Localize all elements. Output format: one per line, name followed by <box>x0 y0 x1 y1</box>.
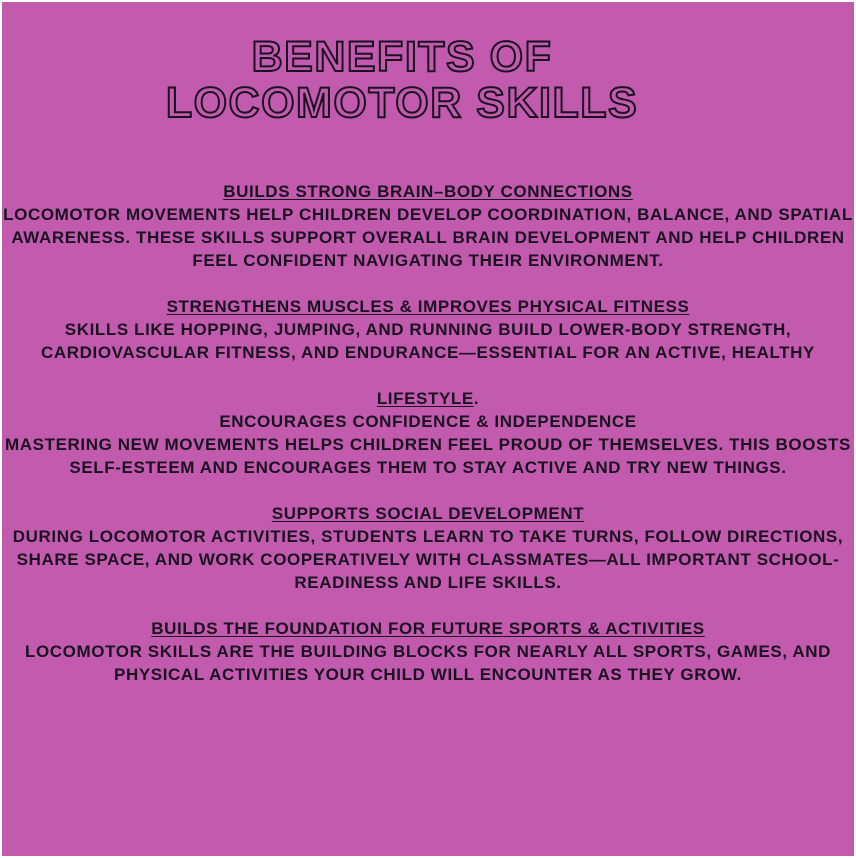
section-body: MASTERING NEW MOVEMENTS HELPS CHILDREN FEEL PROUD OF THEMSELVES. THIS BOOSTS SELF-ESTEEM AND ENCOURAGES THEM TO STAY ACTIVE AND TRY NEW THINGS. <box>5 435 851 477</box>
section-muscles-fitness <box>2 295 854 364</box>
benefits-content <box>2 180 854 709</box>
lifestyle-line <box>377 389 479 408</box>
title-line-2: LOCOMOTOR SKILLS <box>165 79 639 127</box>
title-line-1: BENEFITS OF <box>251 33 553 81</box>
section-heading: BUILDS THE FOUNDATION FOR FUTURE SPORTS & ACTIVITIES <box>151 619 705 638</box>
section-heading: LIFESTYLE <box>376 389 474 408</box>
page-title <box>2 34 802 126</box>
heading-suffix: . <box>473 389 480 408</box>
section-heading: BUILDS STRONG BRAIN–BODY CONNECTIONS <box>223 182 633 201</box>
section-heading: SUPPORTS SOCIAL DEVELOPMENT <box>271 504 585 523</box>
section-body: DURING LOCOMOTOR ACTIVITIES, STUDENTS LEARN TO TAKE TURNS, FOLLOW DIRECTIONS, SHARE SPACE, AND WORK COOPERATIVELY WITH CLASSMATES—ALL IMPORTANT SCHOOL-READINESS AND LIFE SKILLS. <box>12 527 844 592</box>
section-confidence <box>2 387 854 479</box>
section-foundation <box>2 617 854 686</box>
section-body: LOCOMOTOR SKILLS ARE THE BUILDING BLOCKS FOR NEARLY ALL SPORTS, GAMES, AND PHYSICAL ACTIVITIES YOUR CHILD WILL ENCOUNTER AS THEY GROW. <box>25 642 831 684</box>
section-subheading: ENCOURAGES CONFIDENCE & INDEPENDENCE <box>219 412 637 431</box>
poster <box>2 2 854 856</box>
section-brain-body <box>2 180 854 272</box>
section-body: LOCOMOTOR MOVEMENTS HELP CHILDREN DEVELOP COORDINATION, BALANCE, AND SPATIAL AWARENESS. THESE SKILLS SUPPORT OVERALL BRAIN DEVELOPMENT AND HELP CHILDREN FEEL CONFIDENT NAVIGATING THEIR ENVIRONMENT. <box>3 205 853 270</box>
section-social <box>2 502 854 594</box>
section-body: SKILLS LIKE HOPPING, JUMPING, AND RUNNING BUILD LOWER-BODY STRENGTH, CARDIOVASCULAR FITNESS, AND ENDURANCE—ESSENTIAL FOR AN ACTIVE, HEALTHY <box>41 320 815 362</box>
section-heading: STRENGTHENS MUSCLES & IMPROVES PHYSICAL FITNESS <box>166 297 690 316</box>
